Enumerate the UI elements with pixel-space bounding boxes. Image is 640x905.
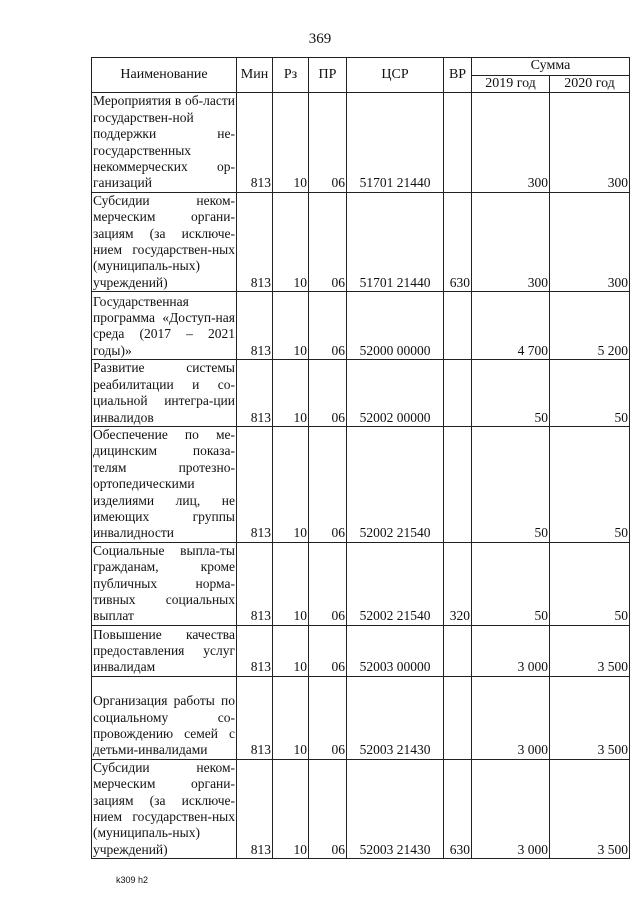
row-pr-cell: 06 [309,292,347,360]
row-pr-cell: 06 [309,759,347,858]
row-min-cell: 813 [237,426,273,542]
row-sum-2020-cell: 300 [550,192,630,291]
row-name-cell: Государственная программа «Доступ-ная среда (2017 – 2021 годы)» [93,293,235,358]
row-min-cell: 813 [237,192,273,291]
row-rz-cell: 10 [273,292,309,360]
row-rz-cell: 10 [273,542,309,625]
row-min-cell: 813 [237,625,273,676]
table-row [92,542,630,625]
row-rz-cell: 10 [273,426,309,542]
row-pr-cell: 06 [309,542,347,625]
budget-table [91,57,630,859]
row-sum-2020-cell: 5 200 [550,292,630,360]
table-body [92,93,630,859]
row-min-cell: 813 [237,759,273,858]
table-row [92,192,630,291]
table-row [92,93,630,192]
header-name: Наименование [92,58,237,93]
row-sum-2019-cell: 3 000 [472,759,550,858]
row-name-cell: Развитие системы реабилитации и со-циальной интегра-ции инвалидов [93,360,235,425]
row-sum-2019-cell: 300 [472,93,550,192]
row-sum-2019-cell: 50 [472,360,550,427]
header-vr: ВР [444,58,472,93]
row-sum-2019-cell: 4 700 [472,292,550,360]
row-rz-cell: 10 [273,676,309,759]
row-sum-2020-cell: 3 500 [550,759,630,858]
table-row [92,360,630,427]
row-min-cell: 813 [237,676,273,759]
row-csr-cell: 52003 21430 [347,759,444,858]
header-csr: ЦСР [347,58,444,93]
row-sum-2019-cell: 50 [472,542,550,625]
row-name-cell: Социальные выпла-ты гражданам, кроме публичных норма-тивных социальных выплат [93,542,235,624]
row-pr-cell: 06 [309,360,347,427]
row-sum-2020-cell: 3 500 [550,625,630,676]
header-row [92,58,630,76]
row-rz-cell: 10 [273,192,309,291]
row-rz-cell: 10 [273,360,309,427]
row-pr-cell: 06 [309,676,347,759]
row-vr-cell [444,360,472,427]
row-vr-cell [444,625,472,676]
row-name-cell: Мероприятия в об-ласти государствен-ной поддержки не-государственных некоммерческих ор-ганизаций [93,93,235,191]
row-sum-2020-cell: 50 [550,360,630,427]
row-sum-2020-cell: 300 [550,93,630,192]
row-csr-cell: 52002 00000 [347,360,444,427]
row-csr-cell: 52003 00000 [347,625,444,676]
row-sum-2020-cell: 50 [550,426,630,542]
header-rz: Рз [273,58,309,93]
row-pr-cell: 06 [309,625,347,676]
row-vr-cell [444,426,472,542]
row-name-cell: Обеспечение по ме-дицинским показа-телям протезно-ортопедическими изделиями лиц, не имеющих группы инвалидности [93,426,235,541]
header-year-2020: 2020 год [550,76,630,93]
header-year-2019: 2019 год [472,76,550,93]
row-pr-cell: 06 [309,93,347,192]
row-name-cell: Организация работы по социальному со-провождению семей с детьми-инвалидами [92,676,237,759]
row-min-cell: 813 [237,93,273,192]
row-vr-cell [444,676,472,759]
table-row [92,426,630,542]
row-sum-2019-cell: 300 [472,192,550,291]
page-number: 369 [308,31,332,47]
row-csr-cell: 52003 21430 [347,676,444,759]
header-pr: ПР [309,58,347,93]
row-rz-cell: 10 [273,625,309,676]
row-min-cell: 813 [237,542,273,625]
row-name-cell: Повышение качества предоставления услуг инвалидам [93,626,235,675]
row-pr-cell: 06 [309,192,347,291]
row-min-cell: 813 [237,292,273,360]
row-rz-cell: 10 [273,759,309,858]
row-sum-2019-cell: 50 [472,426,550,542]
row-name-cell: Субсидии неком-мерческим органи-зациям (за исключе-нием государствен-ных (муниципаль-ных) учреждений) [93,192,235,290]
row-csr-cell: 51701 21440 [347,192,444,291]
table-row [92,292,630,360]
row-vr-cell [444,93,472,192]
table-row [92,676,630,759]
row-vr-cell: 320 [444,542,472,625]
row-sum-2020-cell: 3 500 [550,676,630,759]
row-sum-2020-cell: 50 [550,542,630,625]
header-min: Мин [237,58,273,93]
table-row [92,759,630,858]
row-vr-cell: 630 [444,192,472,291]
row-pr-cell: 06 [309,426,347,542]
row-rz-cell: 10 [273,93,309,192]
table-row [92,625,630,676]
row-vr-cell [444,292,472,360]
row-min-cell: 813 [237,360,273,427]
row-csr-cell: 52000 00000 [347,292,444,360]
row-sum-2019-cell: 3 000 [472,625,550,676]
row-name-cell: Субсидии неком-мерческим органи-зациям (за исключе-нием государствен-ных (муниципаль-ных) учреждений) [93,759,235,857]
row-sum-2019-cell: 3 000 [472,676,550,759]
header-sum: Сумма [472,58,630,76]
footer-code: k309 h2 [116,875,149,885]
row-csr-cell: 51701 21440 [347,93,444,192]
row-csr-cell: 52002 21540 [347,542,444,625]
row-vr-cell: 630 [444,759,472,858]
row-csr-cell: 52002 21540 [347,426,444,542]
